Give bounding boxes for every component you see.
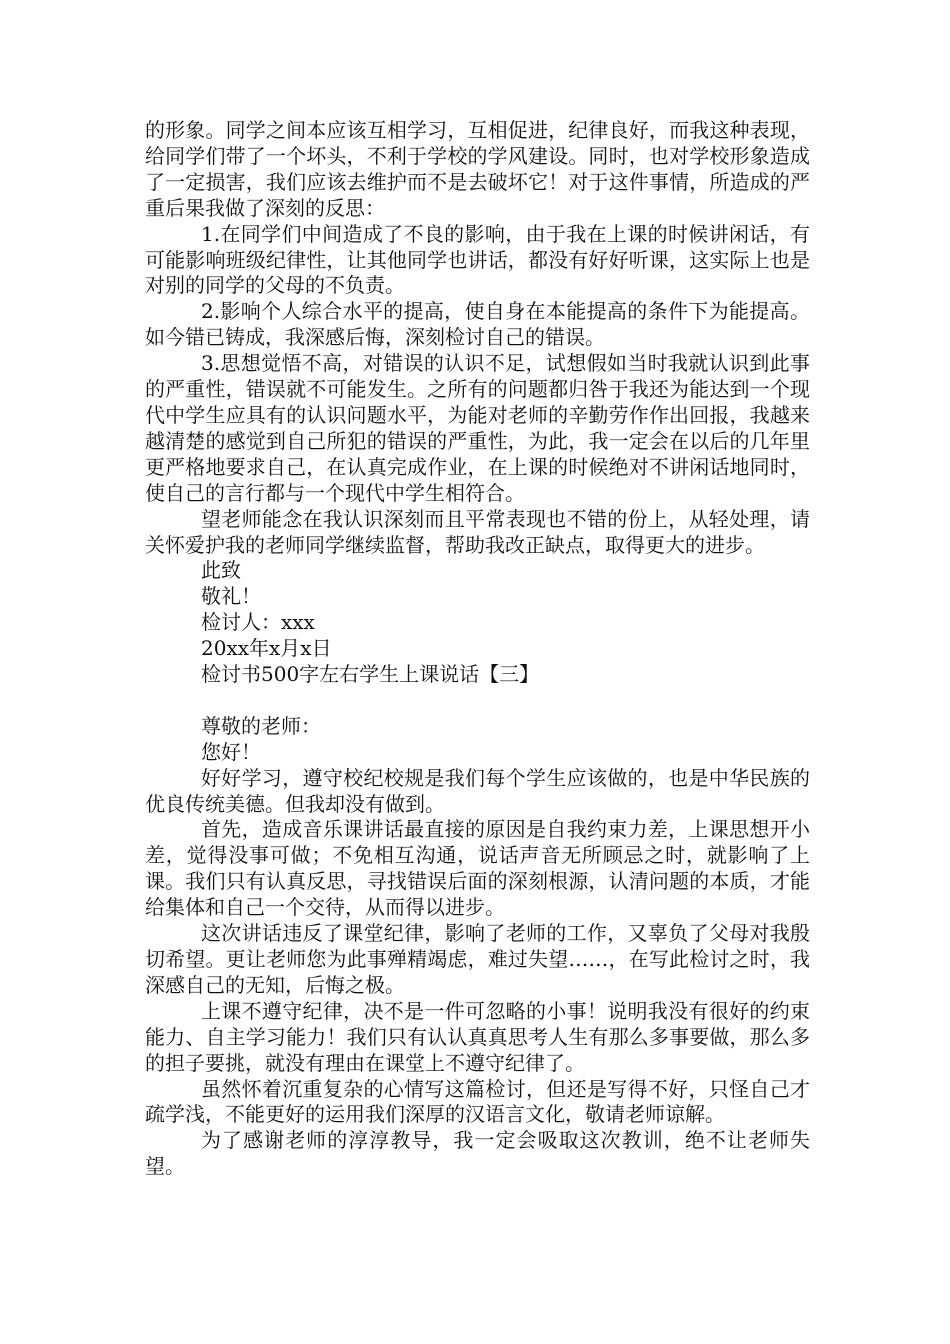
- document-page: [145, 118, 810, 1180]
- greeting-addressee: 尊敬的老师：: [201, 713, 321, 738]
- date-line: 20xx年x月x日: [201, 636, 332, 661]
- paragraph-thanks: 为了感谢老师的淳淳教导，我一定会吸取这次教训，绝不让老师失望。: [145, 1128, 810, 1179]
- section-title: 检讨书500字左右学生上课说话【三】: [201, 662, 540, 687]
- paragraph-hope: 望老师能念在我认识深刻而且平常表现也不错的份上，从轻处理，请关怀爱护我的老师同学继续监督，帮助我改正缺点，取得更大的进步。: [145, 506, 810, 557]
- paragraph-point-3: 3.思想觉悟不高，对错误的认识不足，试想假如当时我就认识到此事的严重性，错误就不可能发生。之所有的问题都归咎于我还为能达到一个现代中学生应具有的认识问题水平，为能对老师的辛勤劳作作出回报，我越来越清楚的感觉到自己所犯的错误的严重性，为此，我一定会在以后的几年里更严格地要求自己，在认真完成作业，在上课的时候绝对不讲闲话地同时，使自己的言行都与一个现代中学生相符合。: [145, 351, 810, 505]
- closing-salute-1: 此致: [201, 558, 241, 583]
- paragraph-violation: 这次讲话违反了课堂纪律，影响了老师的工作，又辜负了父母对我殷切希望。更让老师您为此事殚精竭虑，难过失望……，在写此检讨之时，我深感自己的无知，后悔之极。: [145, 921, 810, 997]
- paragraph-intro-continued: 的形象。同学之间本应该互相学习，互相促进，纪律良好，而我这种表现，给同学们带了一个坏头，不利于学校的学风建设。同时，也对学校形象造成了一定损害，我们应该去维护而不是去破坏它！对于这件事情，所造成的严重后果我做了深刻的反思：: [145, 118, 810, 220]
- paragraph-study: 好好学习，遵守校纪校规是我们每个学生应该做的，也是中华民族的优良传统美德。但我却没有做到。: [145, 765, 810, 816]
- paragraph-discipline: 上课不遵守纪律，决不是一件可忽略的小事！说明我没有很好的约束能力、自主学习能力！我们只有认认真真思考人生有那么多事要做，那么多的担子要挑，就没有理由在课堂上不遵守纪律了。: [145, 998, 810, 1075]
- paragraph-point-2: 2.影响个人综合水平的提高，使自身在本能提高的条件下为能提高。如今错已铸成，我深感后悔，深刻检讨自己的错误。: [145, 299, 810, 350]
- closing-salute-2: 敬礼！: [201, 584, 261, 609]
- greeting-hello: 您好！: [201, 739, 261, 764]
- blank-line: [145, 688, 810, 714]
- paragraph-heavy-heart: 虽然怀着沉重复杂的心情写这篇检讨，但还是写得不好，只怪自己才疏学浅，不能更好的运用我们深厚的汉语言文化，敬请老师谅解。: [145, 1076, 810, 1127]
- paragraph-point-1: 1.在同学们中间造成了不良的影响，由于我在上课的时候讲闲话，有可能影响班级纪律性，让其他同学也讲话，都没有好好听课，这实际上也是对别的同学的父母的不负责。: [145, 221, 810, 298]
- signer-line: 检讨人：xxx: [201, 610, 315, 635]
- paragraph-first: 首先，造成音乐课讲话最直接的原因是自我约束力差，上课思想开小差，觉得没事可做；不免相互沟通，说话声音无所顾忌之时，就影响了上课。我们只有认真反思，寻找错误后面的深刻根源，认清问题的本质，才能给集体和自己一个交待，从而得以进步。: [145, 817, 810, 920]
